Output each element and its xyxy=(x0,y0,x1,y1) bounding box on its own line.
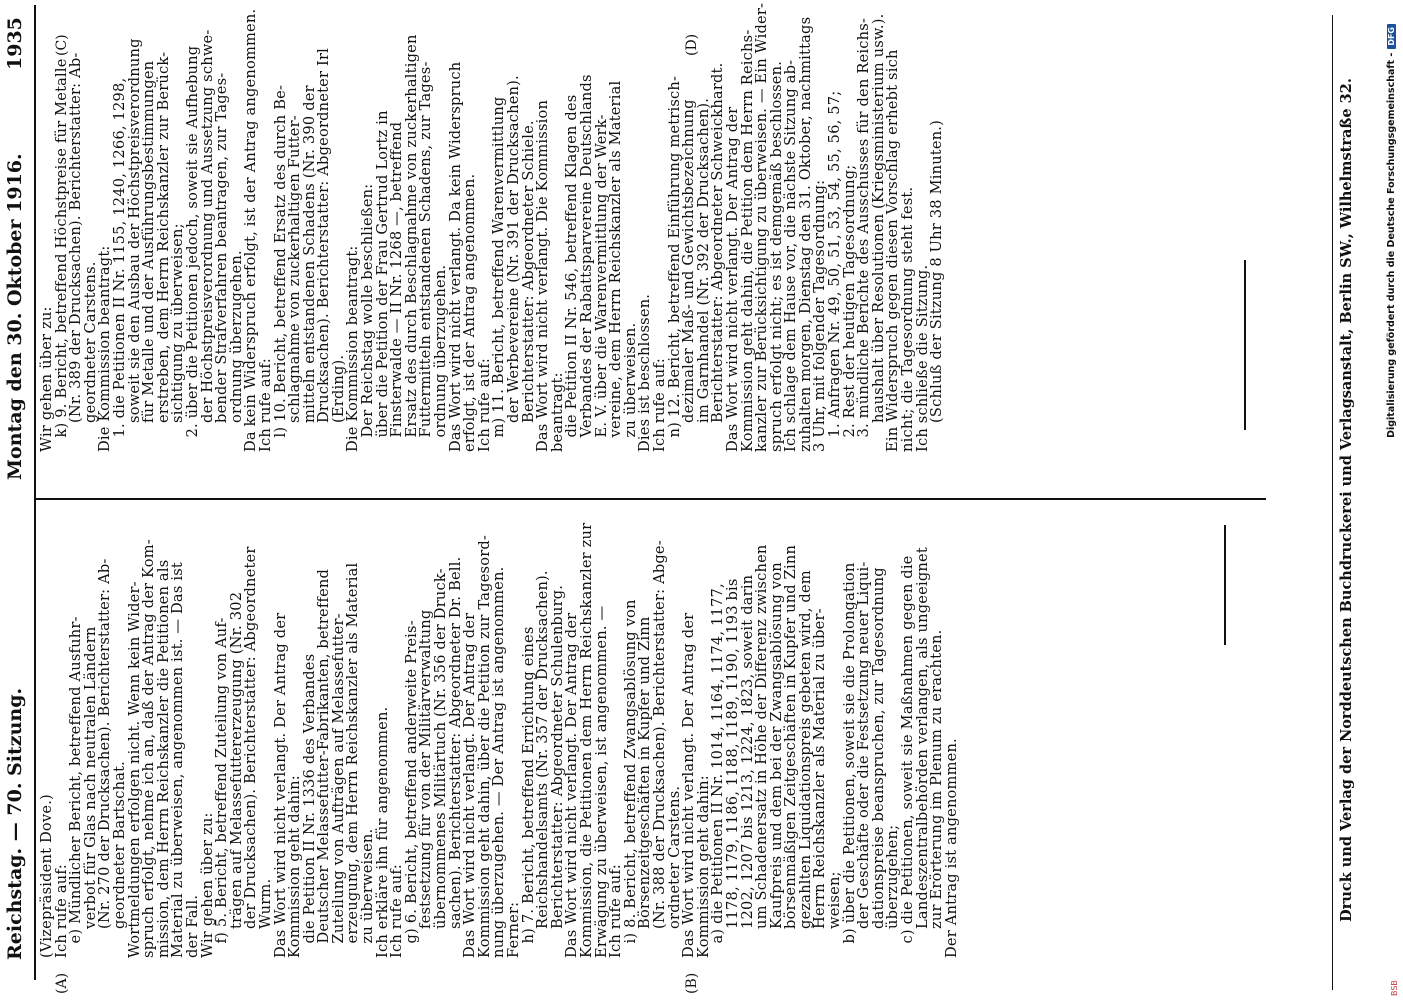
text-line: b) über die Petitionen, soweit sie die Prolongation xyxy=(840,562,858,958)
text-line: Die Kommission beantragt: xyxy=(344,245,362,452)
text-line: Wortmeldungen erfolgen nicht. Wenn kein Wider- xyxy=(125,581,143,958)
text-line: mission, dem Herrn Reichskanzler die Petitionen als xyxy=(154,559,172,958)
text-line: Ich rufe auf: xyxy=(607,863,625,958)
footer-rule xyxy=(1332,15,1333,990)
page-number: 1935 xyxy=(4,17,26,70)
text-line: der Höchstpreisverordnung und Aussetzung schwe- xyxy=(198,29,216,452)
text-line: Kommission geht dahin, über die Petition zur Tagesord- xyxy=(475,534,493,958)
text-line: h) 7. Bericht, betreffend Errichtung eines xyxy=(519,626,537,958)
text-line: soweit sie den Ausbau der Höchstpreisverordnung xyxy=(125,38,143,452)
text-line: Reichshandelsamts (Nr. 357 der Drucksachen). xyxy=(534,570,552,958)
text-line: Landeszentralbehörden verlangen, als ungeeignet xyxy=(913,547,931,958)
text-line: Das Wort wird nicht verlangt. Der Antrag der xyxy=(723,106,741,452)
text-line: vereine, dem Herrn Reichskanzler als Material xyxy=(607,80,625,452)
text-line: Zuteilung von Aufträgen auf Melassefutter- xyxy=(329,613,347,958)
text-line: Kommission, die Petitionen dem Herrn Reichskanzler zur xyxy=(577,522,595,958)
text-line: 2. über die Petitionen jedoch, soweit sie Aufhebung xyxy=(183,45,201,452)
text-line: Das Wort wird nicht verlangt. Der Antrag der xyxy=(563,612,581,958)
text-line: Börsenzeitgeschäften in Kupfer und Zinn xyxy=(636,616,654,958)
text-line: Das Wort wird nicht verlangt. Der Antrag der xyxy=(680,612,698,958)
right-column xyxy=(38,2,946,452)
text-line: Verbandes der Rabattsparvereine Deutschlands xyxy=(577,74,595,452)
text-line: m) 11. Bericht, betreffend Warenvermittlung xyxy=(490,96,508,452)
text-line: überzugehen; xyxy=(884,824,902,958)
text-line: Dies ist beschlossen. xyxy=(636,293,654,452)
text-line: e) Mündlicher Bericht, betreffend Ausfuhr- xyxy=(67,616,85,958)
text-line: 1. die Petitionen II Nr. 1155, 1240, 1266, 1298, xyxy=(110,77,128,452)
text-line: erzeugung, dem Herrn Reichskanzler als Material xyxy=(344,562,362,958)
text-line: Ich schlage dem Hause vor, die nächste Sitzung ab- xyxy=(782,59,800,452)
closing-rule xyxy=(1244,260,1246,430)
text-line: Kommission geht dahin: xyxy=(286,775,304,958)
digitization-credit-text: Digitalisierung gefördert durch die Deutsche Forschungsgemeinschaft - xyxy=(1386,52,1397,438)
text-line: die Petition II Nr. 546, betreffend Klagen des xyxy=(563,94,581,452)
text-line: festsetzung für von der Militärverwaltung xyxy=(417,609,435,958)
text-line: Ich rufe auf: xyxy=(475,357,493,452)
text-line: Erwägung zu überweisen, ist angenommen. — xyxy=(592,605,610,958)
text-line: Berichterstatter: Abgeordneter Schiele. xyxy=(519,120,537,452)
text-line: Finsterwalde — II Nr. 1268 —, betreffend xyxy=(388,121,406,452)
text-line: der Fall. xyxy=(183,894,201,958)
text-line: weisen; xyxy=(826,871,844,958)
text-line: dationspreise beanspruchen, zur Tagesordnung xyxy=(869,567,887,958)
text-line: Kommission geht dahin, die Petition dem Herrn Reichs- xyxy=(738,29,756,452)
text-line: die Petition II Nr. 1336 des Verbandes xyxy=(300,653,318,958)
text-line: Ich erkläre ihn für angenommen. xyxy=(373,706,391,958)
printer-imprint: Druck und Verlag der Norddeutschen Buchdruckerei und Verlagsanstalt, Berlin SW., Wilhelmstraße 32. xyxy=(1338,78,1355,922)
text-line: Berichterstatter: Abgeordneter Schulenburg. xyxy=(548,584,566,958)
text-line: Das Wort wird nicht verlangt. Die Kommission xyxy=(534,99,552,452)
text-line: geordneter Bartschat. xyxy=(110,761,128,958)
text-line: Kaufpreis und dem bei der Zwangsablösung von xyxy=(767,562,785,958)
text-line: spruch erfolgt, nehme ich an, daß der Antrag der Kom- xyxy=(140,539,158,958)
text-line: Futtermitteln entstandenen Schadens, zur Tages- xyxy=(417,61,435,452)
dfg-logo: DFG xyxy=(1387,24,1396,49)
text-line: haushalt über Resolutionen (Kriegsministerium usw.). xyxy=(869,13,887,452)
text-line: zu überweisen. xyxy=(359,828,377,958)
header-rule xyxy=(34,5,36,980)
text-line: (Nr. 270 der Drucksachen). Berichterstatter: Ab- xyxy=(96,558,114,958)
text-line: Ich rufe auf: xyxy=(256,357,274,452)
text-line: nicht; die Tagesordnung steht fest. xyxy=(899,186,917,452)
text-line: n) 12. Bericht, betreffend Einführung metrisch- xyxy=(665,75,683,452)
text-line: erstreben, dem Herrn Reichskanzler zur Berück- xyxy=(154,51,172,452)
text-line: kanzler zur Berücksichtigung zu überweisen. — Ein Wider- xyxy=(753,2,771,452)
text-line: der Drucksachen). Berichterstatter: Abgeordneter xyxy=(242,546,260,958)
text-line: verbot für Glas nach neutralen Ländern xyxy=(81,626,99,958)
text-line: Drucksachen). Berichterstatter: Abgeordneter Irl xyxy=(315,47,333,452)
text-line: Der Reichstag wolle beschließen: xyxy=(359,183,377,452)
text-line: c) die Petitionen, soweit sie Maßnahmen gegen die xyxy=(899,555,917,958)
text-line: mitteln entstandenen Schadens (Nr. 390 der xyxy=(300,85,318,452)
text-line: Ersatz des durch Beschlagnahme von zuckerhaltigen xyxy=(402,34,420,452)
text-line: Deutscher Melassefutter-Fabrikanten, betreffend xyxy=(315,568,333,958)
text-line: 2. Rest der heutigen Tagesordnung; xyxy=(840,164,858,452)
text-line: Die Kommission beantragt: xyxy=(96,245,114,452)
bsb-stamp: BSB xyxy=(1390,980,1399,996)
text-line: Berichterstatter: Abgeordneter Schweickhardt. xyxy=(709,62,727,452)
text-line: 1. Anfragen Nr. 49, 50, 51, 53, 54, 55, 56, 57; xyxy=(826,90,844,452)
text-line: k) 9. Bericht, betreffend Höchstpreise für Metalle xyxy=(52,58,70,452)
text-line: g) 6. Bericht, betreffend anderweite Preis- xyxy=(402,620,420,958)
text-line: f) 5. Bericht, betreffend Zuteilung von Auf- xyxy=(213,617,231,958)
text-line: übernommenes Militärtuch (Nr. 356 der Druck- xyxy=(432,568,450,958)
text-line: (Nr. 389 der Drucksachen). Berichterstatter: Ab- xyxy=(67,52,85,452)
section-end-rule xyxy=(1224,525,1226,645)
text-line: Das Wort wird nicht verlangt. Da kein Widerspruch xyxy=(446,61,464,452)
text-line: über die Petition der Frau Gertrud Lortz in xyxy=(373,110,391,452)
text-line: i) 8. Bericht, betreffend Zwangsablösung von xyxy=(621,599,639,958)
column-divider xyxy=(36,499,1266,501)
text-line: zur Erörterung im Plenum zu erachten. xyxy=(928,629,946,958)
text-line: beantragt: xyxy=(548,372,566,452)
text-line: ordneter Carstens. xyxy=(665,785,683,958)
text-line: (Schluß der Sitzung 8 Uhr 38 Minuten.) xyxy=(928,119,946,452)
text-line: im Garnhandel (Nr. 392 der Drucksachen). xyxy=(694,97,712,452)
text-line: dezimaler Maß- und Gewichtsbezeichnung xyxy=(680,99,698,452)
text-line: schlagnahme von zuckerhaltigen Futter- xyxy=(286,115,304,452)
text-line: nung überzugehen. — Der Antrag ist angenommen. xyxy=(490,566,508,958)
text-line: der Geschäfte oder die Festsetzung neuer Liqui- xyxy=(855,561,873,958)
text-line: 1178, 1179, 1186, 1188, 1189, 1190, 1193 bis xyxy=(723,578,741,958)
text-line: Ich rufe auf: xyxy=(52,863,70,958)
text-line: Das Wort wird nicht verlangt. Der Antrag der xyxy=(271,612,289,958)
text-line: ordnung überzugehen. xyxy=(432,264,450,452)
margin-marker-c: (C) xyxy=(54,34,70,56)
text-line: Das Wort wird nicht verlangt. Der Antrag der xyxy=(461,612,479,958)
text-line: Wurm. xyxy=(256,878,274,958)
text-line: Ich rufe auf: xyxy=(388,863,406,958)
text-line: spruch erfolgt nicht; es ist demgemäß beschlossen. xyxy=(767,60,785,452)
text-line: bender Strafverfahren beantragen, zur Tages- xyxy=(213,72,231,452)
text-line: zuhalten morgen, Dienstag den 31. Oktober, nachmittags xyxy=(796,16,814,452)
text-line: (Vizepräsident Dove.) xyxy=(38,794,55,958)
text-line: für Metalle und der Ausführungsbestimmungen xyxy=(140,60,158,452)
text-line: Wir gehen über zu: xyxy=(198,812,216,958)
text-line: Ich rufe auf: xyxy=(650,357,668,452)
margin-marker-d: (D) xyxy=(684,33,700,56)
left-column xyxy=(40,518,959,958)
text-line: um Schadenersatz in Höhe der Differenz zwischen xyxy=(753,544,771,958)
text-line: sichtigung zu überweisen; xyxy=(169,223,187,452)
text-line: Der Antrag ist angenommen. xyxy=(942,738,960,958)
text-line: 3 Uhr, mit folgender Tagesordnung: xyxy=(811,179,829,452)
text-line: Material zu überweisen, angenommen ist. — Das ist xyxy=(169,562,187,958)
text-line: ordnung überzugehen. xyxy=(227,250,245,452)
text-line: Da kein Widerspruch erfolgt, ist der Antrag angenommen. xyxy=(242,8,260,452)
text-line: l) 10. Bericht, betreffend Ersatz des durch Be- xyxy=(271,84,289,452)
text-line: (Erding). xyxy=(329,354,347,452)
text-line: erfolgt, ist der Antrag angenommen. xyxy=(461,173,479,452)
text-line: trägen auf Melassefuttererzeugung (Nr. 302 xyxy=(227,591,245,958)
text-line: Ich schließe die Sitzung. xyxy=(913,264,931,452)
text-line: zu überweisen. xyxy=(621,322,639,452)
text-line: sachen). Berichterstatter: Abgeordneter Dr. Bell. xyxy=(446,556,464,958)
text-line: Ein Widerspruch gegen diesen Vorschlag erhebt sich xyxy=(884,49,902,452)
text-line: Kommission geht dahin: xyxy=(694,775,712,958)
margin-marker-b: (B) xyxy=(684,972,700,994)
text-line: a) die Petitionen II Nr. 1014, 1164, 1174, 1177, xyxy=(709,583,727,958)
text-line: börsenmäßigen Zeitgeschäften in Kupfer und Zinn xyxy=(782,544,800,958)
text-line: E. V. über die Warenvermittlung der Werk- xyxy=(592,114,610,452)
text-line: geordneter Carstens. xyxy=(81,261,99,452)
margin-marker-a: (A) xyxy=(54,972,70,994)
digitization-credit xyxy=(1386,24,1397,974)
text-line: (Nr. 388 der Drucksachen). Berichterstatter: Abge- xyxy=(650,540,668,958)
header-date: Montag den 30. Oktober 1916. xyxy=(4,153,26,480)
text-line: gezahlten Liquidationspreis gebeten wird, dem xyxy=(796,570,814,958)
text-line: 1202, 1207 bis 1213, 1224, 1823, soweit darin xyxy=(738,574,756,958)
text-line: Herrn Reichskanzler als Material zu über- xyxy=(811,608,829,958)
text-line: 3. mündliche Berichte des Ausschusses für den Reichs- xyxy=(855,17,873,452)
text-line: der Werbevereine (Nr. 391 der Drucksachen). xyxy=(505,75,522,452)
text-line: Ferner: xyxy=(505,901,522,958)
header-title: Reichstag. — 70. Sitzung. xyxy=(4,687,26,960)
text-line: Wir gehen über zu: xyxy=(38,306,55,452)
